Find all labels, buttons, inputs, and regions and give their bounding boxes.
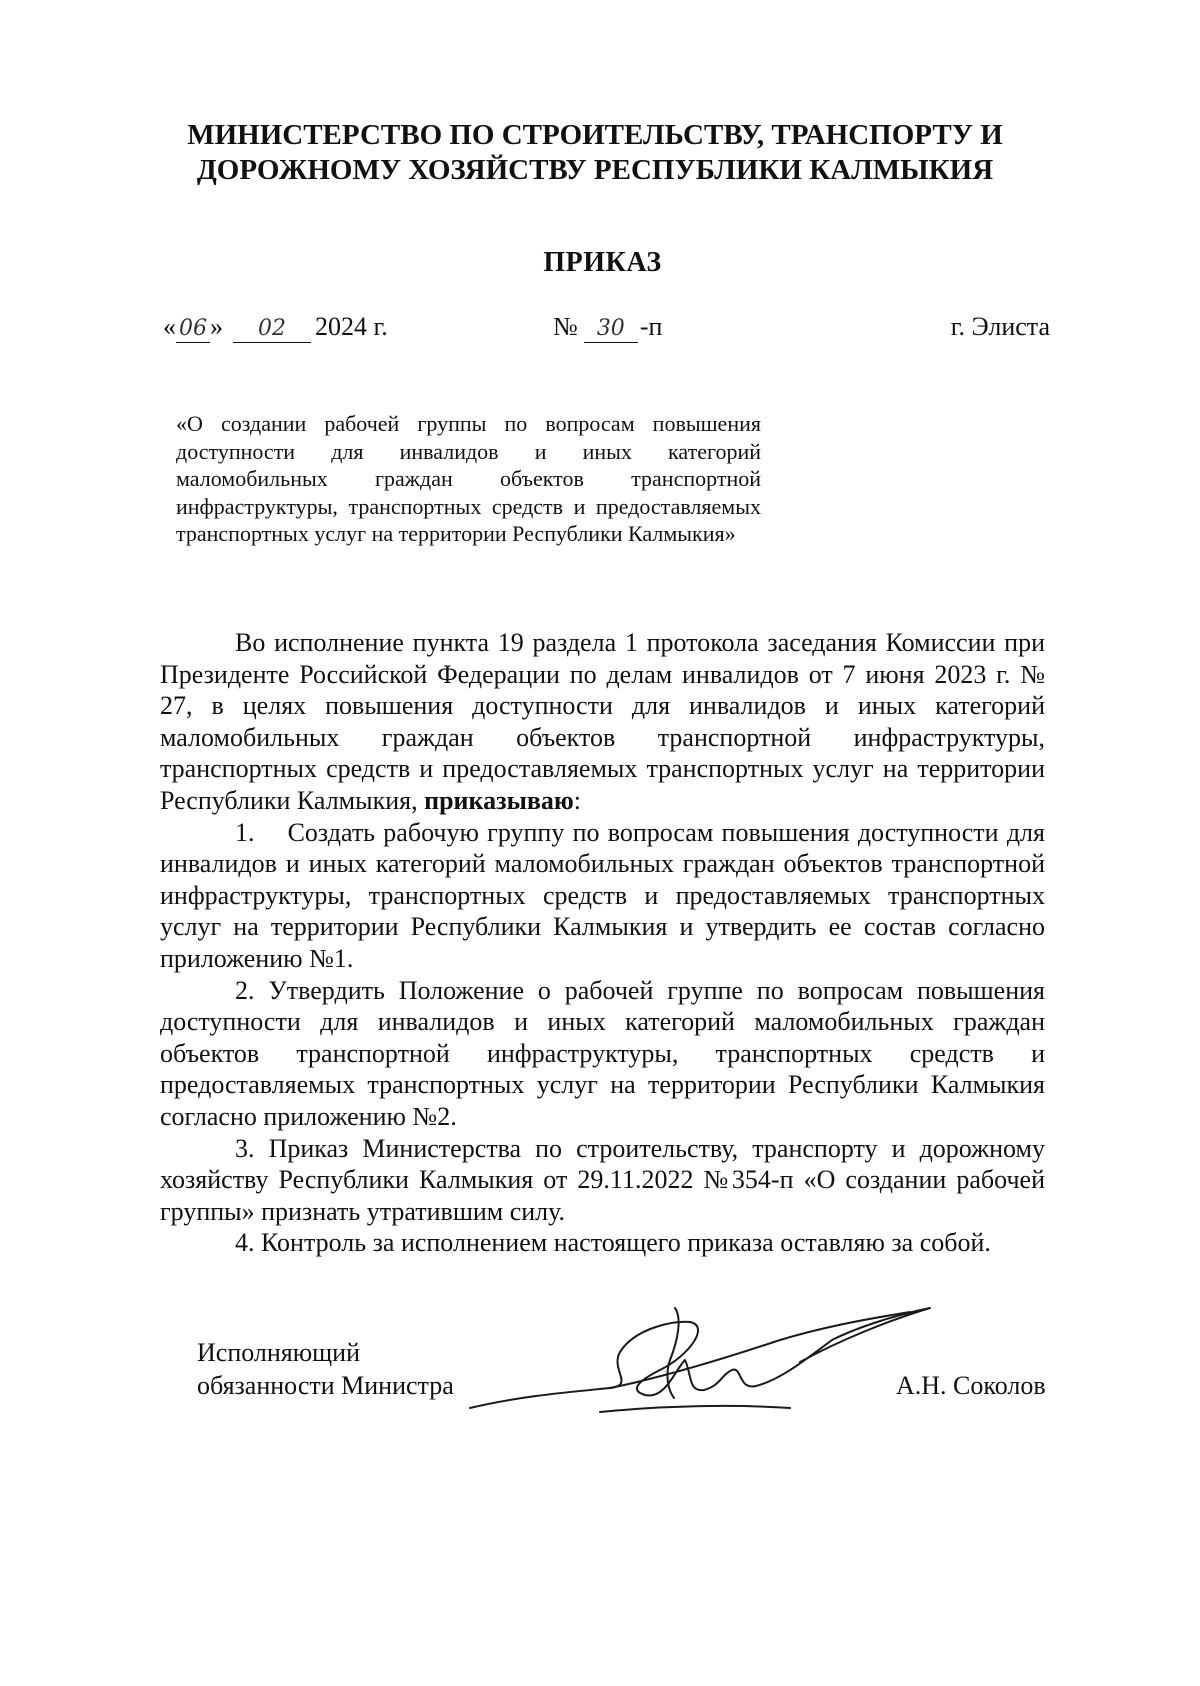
preamble-paragraph — [160, 627, 1045, 817]
order-number-value: 30 — [584, 316, 638, 343]
order-item-3: 3. Приказ Министерства по строительству, транспорту и дорожному хозяйству Республики Калмыкия от 29.11.2022 №354-п «О создании рабочей группы» признать утратившим силу. — [160, 1133, 1045, 1226]
date-quote-close: » — [210, 312, 223, 341]
document-type-title: ПРИКАЗ — [543, 247, 662, 278]
date-month: 02 — [233, 316, 311, 343]
order-colon: : — [573, 785, 582, 815]
date-year: 2024 г. — [315, 312, 388, 341]
signatory-title — [197, 1336, 454, 1402]
date-day: 06 — [176, 316, 210, 343]
order-item-4: 4. Контроль за исполнением настоящего приказа оставляю за собой. — [235, 1228, 991, 1258]
handwritten-signature-icon — [460, 1300, 940, 1430]
order-word: приказываю — [424, 785, 574, 815]
order-number-suffix: -п — [639, 312, 663, 341]
order-number-prefix: № — [553, 312, 578, 341]
order-meta-row — [163, 312, 1050, 352]
signatory-title-line2: обязанности Министра — [197, 1371, 454, 1400]
order-item-1: 1. Создать рабочую группу по вопросам повышения доступности для инвалидов и иных категорий маломобильных граждан объектов транспортной инфраструктуры, транспортных средств и предоставляемых транспортных услуг на территории Республики Калмыкия и утвердить ее состав согласно приложению №1. — [160, 817, 1045, 973]
date-quote-open: « — [163, 312, 176, 341]
order-subject: «О создании рабочей группы по вопросам повышения доступности для инвалидов и иных категорий маломобильных граждан объектов транспортной инфраструктуры, транспортных средств и предоставляемых транспортных услуг на территории Республики Калмыкия» — [176, 411, 761, 546]
signature-block — [0, 1300, 1200, 1430]
ministry-heading-line1: МИНИСТЕРСТВО ПО СТРОИТЕЛЬСТВУ, ТРАНСПОРТУ И — [187, 119, 1003, 151]
ministry-heading-line2: ДОРОЖНОМУ ХОЗЯЙСТВУ РЕСПУБЛИКИ КАЛМЫКИЯ — [196, 154, 994, 186]
order-city: г. Элиста — [950, 312, 1050, 341]
preamble-text: Во исполнение пункта 19 раздела 1 протокола заседания Комиссии при Президенте Российской Федерации по делам инвалидов от 7 июня 2023 г. № 27, в целях повышения доступности для инвалидов и иных категорий маломобильных граждан объектов транспортной инфраструктуры, транспортных средств и предоставляемых транспортных услуг на территории Республики Калмыкия, — [160, 628, 1045, 815]
signatory-title-line1: Исполняющий — [197, 1338, 361, 1367]
ministry-heading — [160, 118, 1030, 188]
signatory-name: А.Н. Соколов — [896, 1371, 1046, 1400]
order-number — [553, 312, 662, 343]
order-item-2: 2. Утвердить Положение о рабочей группе по вопросам повышения доступности для инвалидов и иных категорий маломобильных граждан объектов транспортной инфраструктуры, транспортных средств и предоставляемых транспортных услуг на территории Республики Калмыкия согласно приложению №2. — [160, 975, 1045, 1131]
order-date — [163, 312, 388, 343]
order-body — [160, 627, 1045, 1259]
